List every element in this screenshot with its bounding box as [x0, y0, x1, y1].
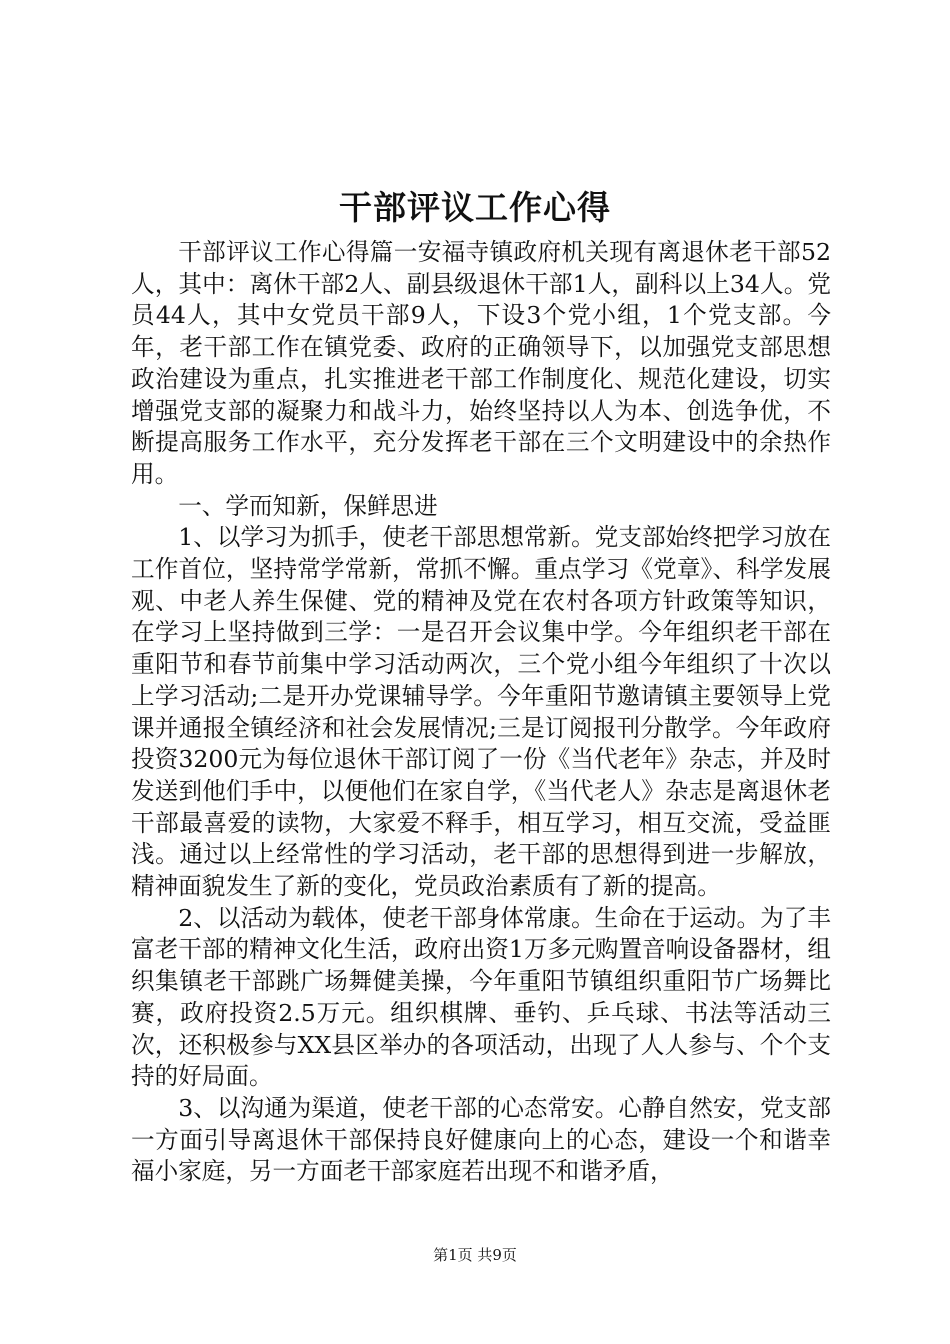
paragraph-activity: 2、以活动为载体，使老干部身体常康。生命在于运动。为了丰富老干部的精神文化生活，政府出资1万多元购置音响设备器材，组织集镇老干部跳广场舞健美操，今年重阳节镇组织重阳节广场舞比赛，政府投资2.5万元。组织棋牌、垂钓、乒乓球、书法等活动三次，还积极参与XX县区举办的各项活动，出现了人人参与、个个支持的好局面。	[131, 903, 831, 1091]
paragraph-intro: 干部评议工作心得篇一安福寺镇政府机关现有离退休老干部52人，其中：离休干部2人、副县级退休干部1人，副科以上34人。党员44人，其中女党员干部9人，下设3个党小组，1个党支部。今年，老干部工作在镇党委、政府的正确领导下，以加强党支部思想政治建设为重点，扎实推进老干部工作制度化、规范化建设，切实增强党支部的凝聚力和战斗力，始终坚持以人为本、创选争优，不断提高服务工作水平，充分发挥老干部在三个文明建设中的余热作用。	[131, 238, 831, 488]
page-title: 干部评议工作心得	[339, 188, 611, 227]
page-number: 第1页 共9页	[433, 1246, 517, 1264]
paragraph-communication: 3、以沟通为渠道，使老干部的心态常安。心静自然安，党支部一方面引导离退休干部保持良好健康向上的心态，建设一个和谐幸福小家庭，另一方面老干部家庭若出现不和谐矛盾，	[131, 1093, 831, 1186]
paragraph-study: 1、以学习为抓手，使老干部思想常新。党支部始终把学习放在工作首位，坚持常学常新，常抓不懈。重点学习《党章》、科学发展观、中老人养生保健、党的精神及党在农村各项方针政策等知识，在学习上坚持做到三学：一是召开会议集中学。今年组织老干部在重阳节和春节前集中学习活动两次，三个党小组今年组织了十次以上学习活动;二是开办党课辅导学。今年重阳节邀请镇主要领导上党课并通报全镇经济和社会发展情况;三是订阅报刊分散学。今年政府投资3200元为每位退休干部订阅了一份《当代老年》杂志，并及时发送到他们手中，以便他们在家自学，《当代老人》杂志是离退休老干部最喜爱的读物，大家爱不释手，相互学习，相互交流，受益匪浅。通过以上经常性的学习活动，老干部的思想得到进一步解放，精神面貌发生了新的变化，党员政治素质有了新的提高。	[131, 523, 831, 901]
section-heading: 一、学而知新，保鲜思进	[178, 491, 438, 520]
document-body	[131, 237, 831, 1188]
